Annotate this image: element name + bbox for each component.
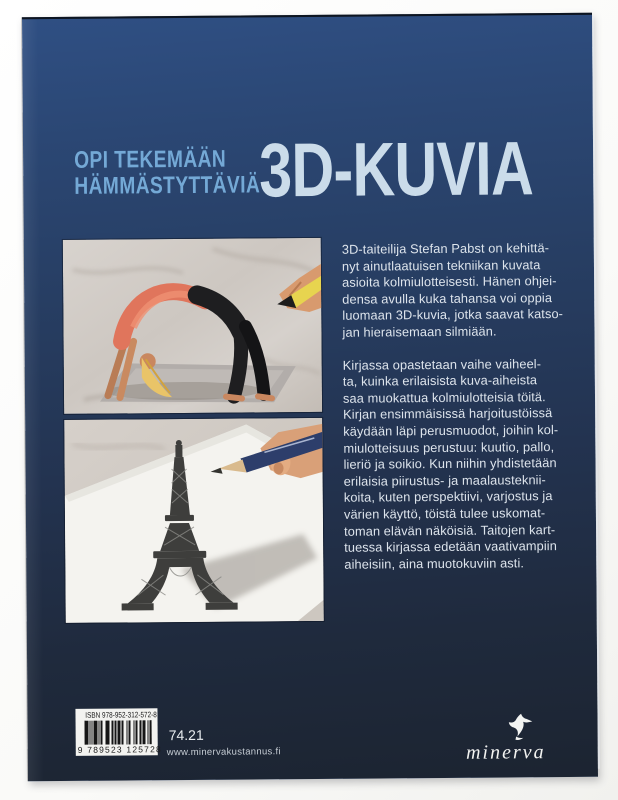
back-cover-blurb <box>342 240 587 589</box>
barcode-digits: 9 789523 125728 <box>77 744 162 755</box>
eiffel-illustration <box>64 418 324 623</box>
blurb-paragraph-1: 3D-taiteilija Stefan Pabst on kehittä- nyt ainutlaatuisen tekniikan kuvata asioita kolmiulotteisesti. Hänen ohjei- densa avulla kuka tahansa voi oppia luomaan 3D-kuvia, jotka saavat katso- jan hieraisemaan silmiään. <box>341 240 564 340</box>
barcode-block <box>75 708 162 756</box>
library-classification: 74.21 <box>168 726 204 744</box>
subtitle-text: OPI TEKEMÄÄN HÄMMÄSTYTTÄVIÄ <box>74 145 261 200</box>
isbn-label: ISBN 978-952-312-572-8 <box>85 710 157 720</box>
main-title: 3D-KUVIA <box>258 126 534 214</box>
publisher-logo <box>455 712 555 763</box>
blurb-paragraph-2: Kirjassa opastetaan vaihe vaiheel- ta, kuinka erilaisista kuva-aiheista saa muokattua kolmiulotteisia töitä. Kirjan ensimmäisissä harjoitustöissä käydään läpi perusmuodot, joihin kol- miulotteisuus perustuu: kuutio, pallo, lieriö ja soikio. Kun niihin yhdistetään erilaisia piirustus- ja maalausteknii- koita, kuten perspektiivi, varjostus ja värien käyttö, töistä tulee uskomat- toman elävän näköisiä. Taitojen kart- tuessa kirjassa edetään vaativampiin aiheisiin, aina muotokuviin asti. <box>342 355 559 572</box>
publisher-website: www.minervakustannus.fi <box>166 746 281 759</box>
barcode-bars <box>85 720 152 745</box>
photo-3d-eiffel-drawing <box>64 418 324 623</box>
photo-3d-backbend-drawing <box>63 238 322 414</box>
publisher-name: minerva <box>465 741 546 764</box>
book-back-cover <box>22 13 598 781</box>
owl-in-flight-icon <box>507 712 533 742</box>
backbend-illustration <box>63 238 322 414</box>
